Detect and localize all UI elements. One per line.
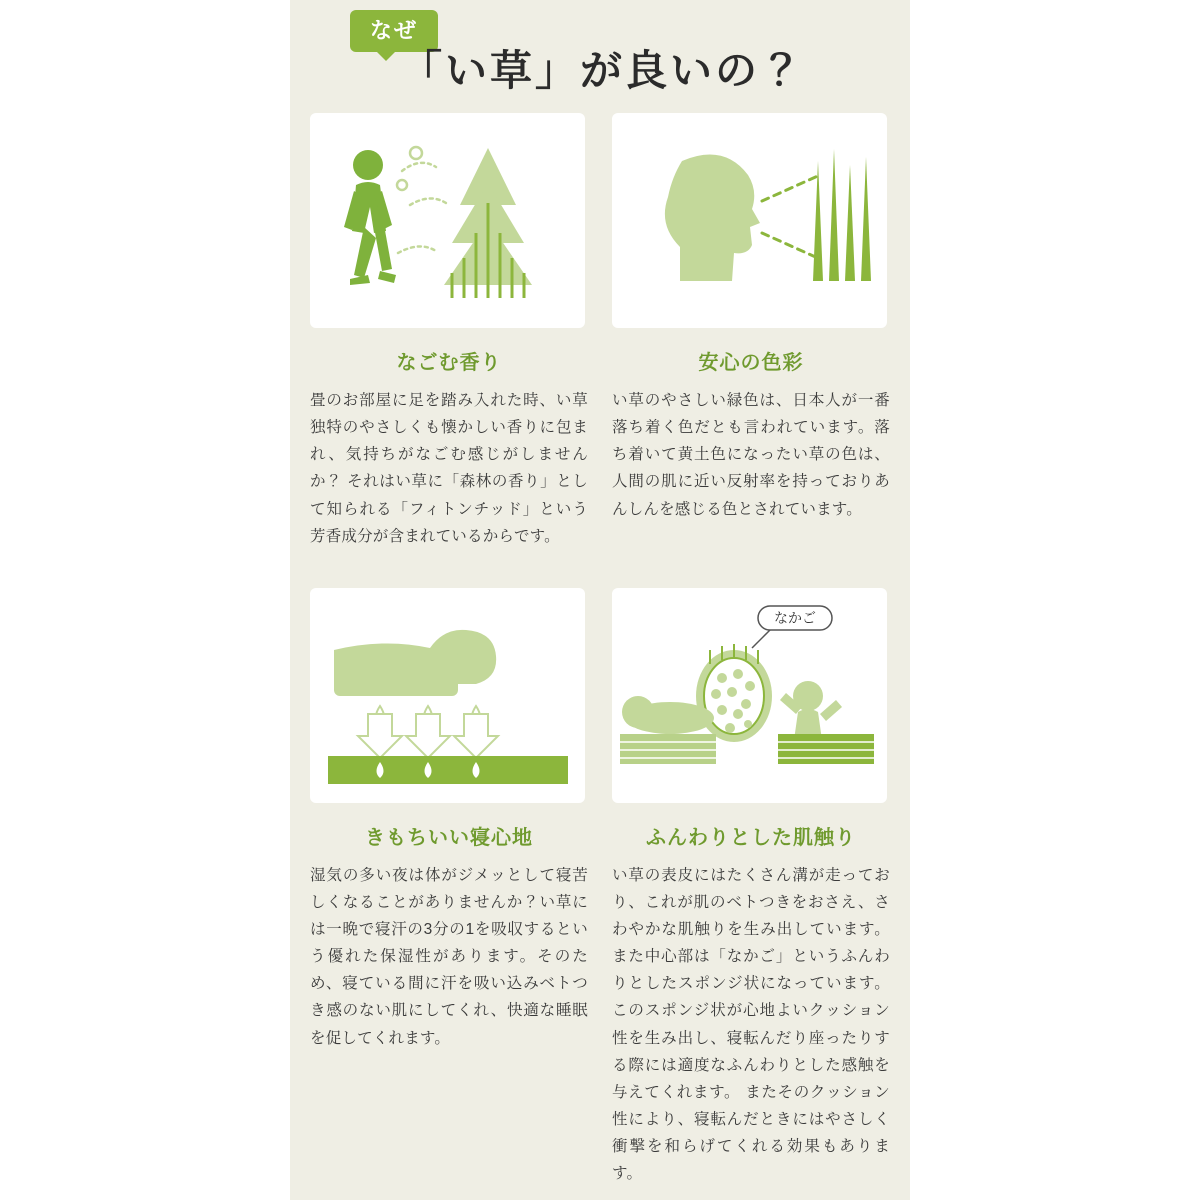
feature-cell-2 (600, 113, 910, 550)
svg-text:なかご: なかご (774, 609, 816, 626)
right-margin (910, 0, 1200, 1200)
feature-grid (290, 105, 910, 1187)
nakago-label-group (752, 606, 832, 648)
feature-caption-3: きもちいい寝心地 (365, 826, 533, 849)
feature-cell-3 (290, 588, 600, 1188)
row-gap (290, 550, 910, 588)
why-badge: なぜ (350, 10, 438, 52)
feature-text-1: 畳のお部屋に足を踏み入れた時、い草独特のやさしくも懐かしい香りに包まれ、気持ちがなごむ感じがしませんか？ それはい草に「森林の香り」として知られる「フィトンチッド」という芳香成分が含まれているからです。 (310, 392, 588, 545)
person-smelling-tree-icon (310, 113, 585, 328)
page-title: 「い草」が良いの？ (400, 47, 806, 94)
feature-cell-4 (600, 588, 910, 1188)
feature-caption-4: ふんわりとした肌触り (646, 826, 856, 849)
feature-caption-2: 安心の色彩 (698, 352, 804, 374)
feature-image-4 (612, 588, 887, 803)
face-looking-at-grass-icon (612, 113, 887, 328)
feature-cell-1 (290, 113, 600, 550)
baby-on-tatami-nakago-icon (612, 588, 887, 803)
feature-image-1 (310, 113, 585, 328)
left-margin (0, 0, 290, 1200)
feature-text-4: い草の表皮にはたくさん溝が走っており、これが肌のベトつきをおさえ、さわやかな肌触りを生み出しています。また中心部は「なかご」というふんわりとしたスポンジ状になっています。このスポンジ状が心地よいクッション性を生み出し、寝転んだり座ったりする際には適度なふんわりとした感触を与えてくれます。 またそのクッション性により、寝転んだときにはやさしく衝撃を和らげてくれる効果もあります。 (612, 866, 890, 1183)
sleeping-person-moisture-absorption-icon (310, 588, 585, 803)
feature-text-3: 湿気の多い夜は体がジメッとして寝苦しくなることがありませんか？い草には一晩で寝汗の3分の1を吸収するという優れた保湿性があります。そのため、寝ている間に汗を吸い込みベトつき感のない肌にしてくれ、快適な睡眠を促してくれます。 (310, 866, 588, 1047)
feature-image-2 (612, 113, 887, 328)
feature-image-3 (310, 588, 585, 803)
feature-caption-1: なごむ香り (396, 352, 502, 374)
content-column (290, 0, 910, 1200)
feature-text-2: い草のやさしい緑色は、日本人が一番落ち着く色だとも言われています。落ち着いて黄土色になったい草の色は、人間の肌に近い反射率を持っておりあんしんを感じる色とされています。 (612, 392, 890, 518)
page-header (290, 0, 910, 105)
